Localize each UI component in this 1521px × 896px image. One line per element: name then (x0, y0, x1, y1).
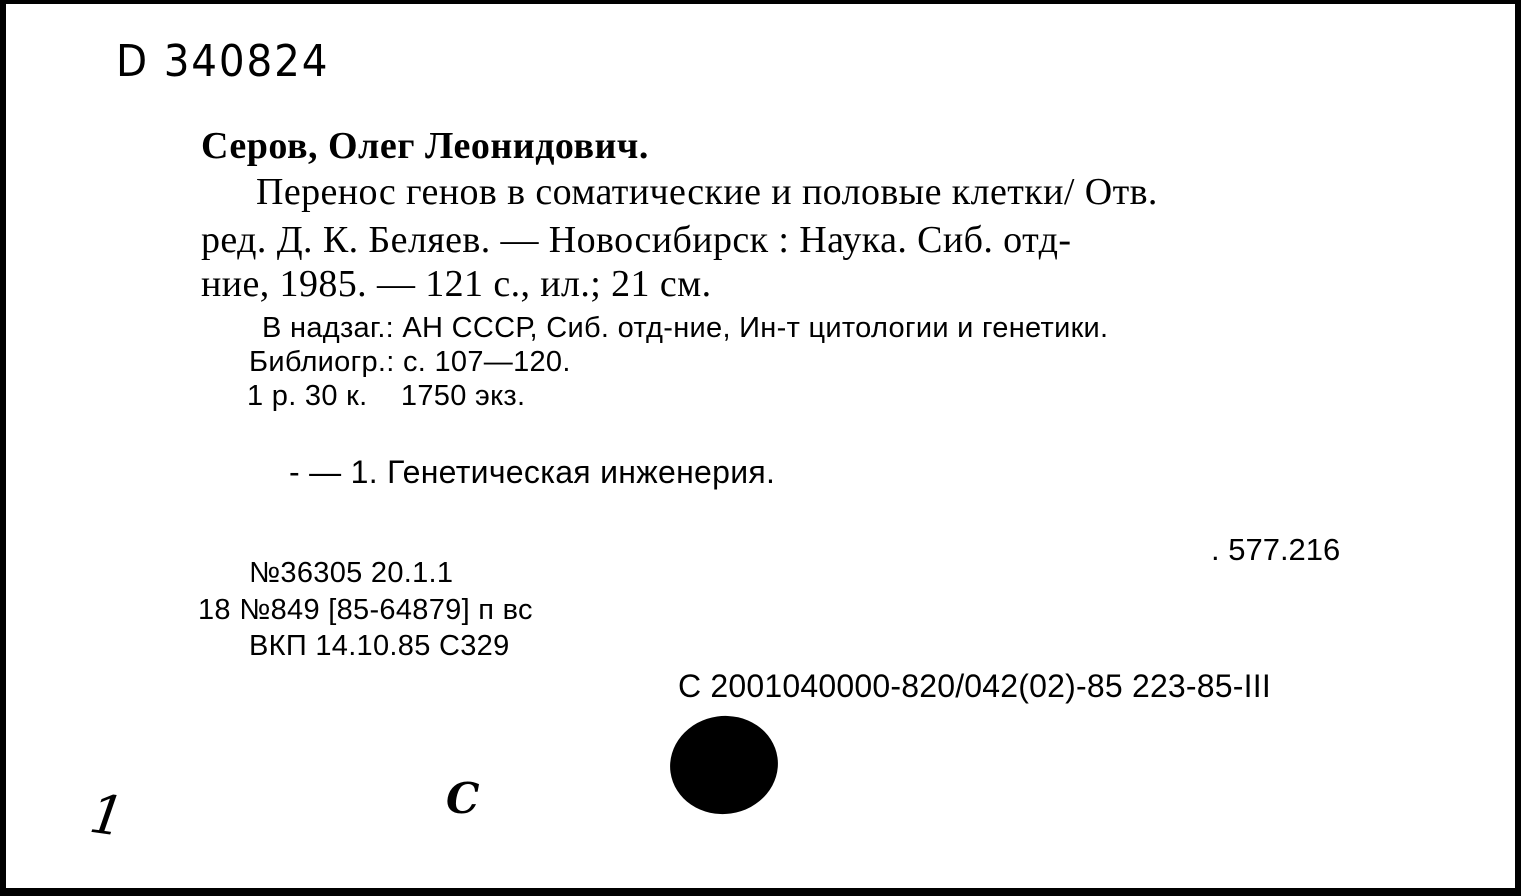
note-bibliography: Библиогр.: с. 107—120. (249, 346, 571, 378)
subject-heading: - — 1. Генетическая инженерия. (289, 454, 776, 490)
tech-line-2: 18 №849 [85-64879] п вс (198, 594, 533, 626)
title-line-1: Перенос генов в соматические и половые клетки/ Отв. (256, 171, 1158, 213)
ink-blot (664, 709, 785, 821)
udc-number: . 577.216 (1211, 532, 1341, 567)
tech-line-3: ВКП 14.10.85 С329 (249, 630, 510, 662)
author-heading: Серов, Олег Леонидович. (201, 125, 649, 167)
note-header: В надзаг.: АН СССР, Сиб. отд-ние, Ин-т цитологии и генетики. (262, 312, 1109, 344)
tech-line-1: №36305 20.1.1 (249, 557, 454, 589)
handwritten-mark-2: С (446, 774, 480, 823)
inventory-number: D 340824 (116, 36, 330, 87)
title-line-2: ред. Д. К. Беляев. — Новосибирск : Наука. Сиб. отд- (201, 219, 1072, 261)
catalog-code: С 2001040000-820/042(02)-85 223-85-III (678, 668, 1271, 704)
title-line-3: ние, 1985. — 121 с., ил.; 21 см. (201, 263, 712, 305)
catalog-card (6, 4, 1515, 888)
handwritten-mark-1: 1 (85, 781, 129, 850)
note-price-copies: 1 р. 30 к. 1750 экз. (247, 380, 526, 412)
